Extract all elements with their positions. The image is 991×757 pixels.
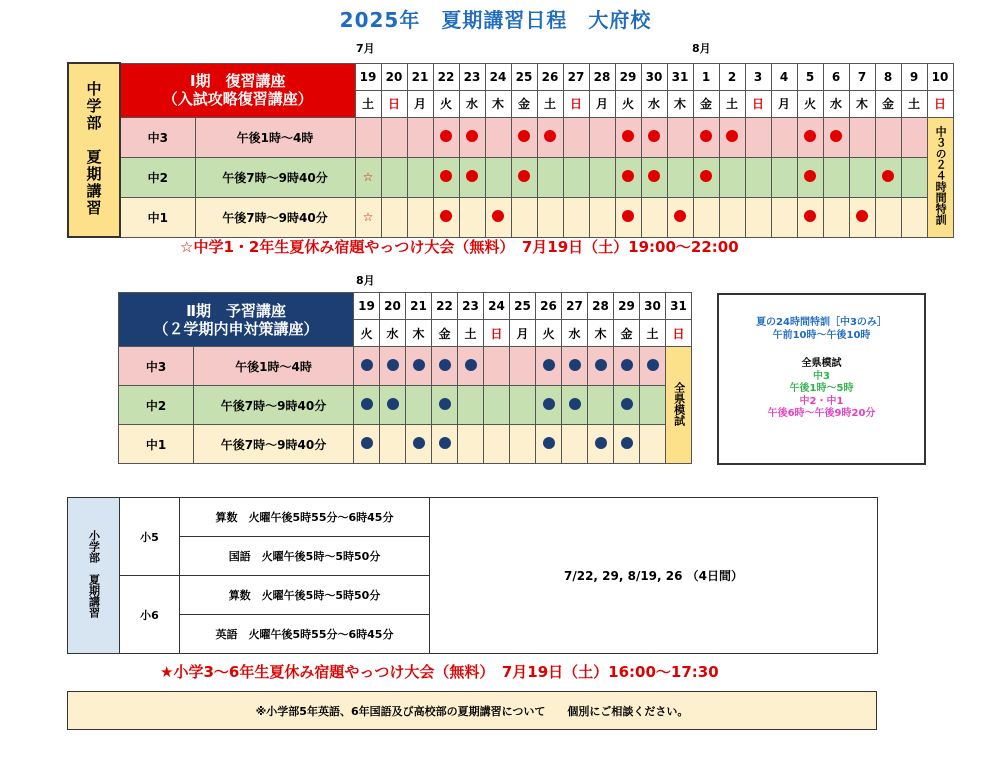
session-dot-red [648,170,660,182]
weekday-cell: 金 [432,320,458,347]
schedule-cell [510,386,536,425]
date-cell: 10 [927,63,953,90]
weekday-cell: 木 [485,90,511,117]
session-dot-red [700,170,712,182]
schedule-cell [614,347,640,386]
session-dot-red [466,130,478,142]
weekday-cell: 土 [719,90,745,117]
mock-exam-g3-time: 午後1時～5時 [789,383,854,394]
schedule-cell [485,197,511,237]
grade5-label: 小5 [120,498,180,576]
weekday-cell: 月 [407,90,433,117]
schedule-cell [588,347,614,386]
grade5-math: 算数 火曜午後5時55分～6時45分 [180,498,430,537]
date-cell: 25 [510,293,536,320]
session-dot-navy [543,359,555,371]
elementary-side-label: 小学部 夏期講習 [68,498,120,654]
weekday-cell: 日 [484,320,510,347]
session-dot-red [466,170,478,182]
schedule-cell [381,157,407,197]
schedule-cell [745,197,771,237]
date-cell: 19 [354,293,380,320]
schedule-cell [719,117,745,157]
date-cell: 1 [693,63,719,90]
star-mark: ☆ [362,170,374,184]
schedule-cell [589,117,615,157]
weekday-cell: 日 [666,320,692,347]
schedule-cell [797,157,823,197]
schedule-cell [719,157,745,197]
schedule-cell [563,197,589,237]
date-cell: 23 [458,293,484,320]
date-cell: 27 [562,293,588,320]
weekday-cell: 土 [537,90,563,117]
schedule-cell [407,117,433,157]
schedule-cell [432,347,458,386]
weekday-cell: 水 [459,90,485,117]
schedule-cell [693,157,719,197]
schedule-cell [458,386,484,425]
weekday-cell: 火 [433,90,459,117]
session-dot-navy [647,359,659,371]
elementary-homework-event-note: ★小学3～6年生夏休み宿題やっつけ大会（無料） 7月19日（土）16:00～17:30 [160,663,719,681]
schedule-cell [667,197,693,237]
grade-label: 中1 [120,197,195,237]
schedule-cell [536,386,562,425]
schedule-cell [562,347,588,386]
schedule-cell [484,386,510,425]
schedule-cell [640,386,666,425]
mock-exam-g3: 中3 [813,370,830,382]
schedule-cell [901,157,927,197]
date-cell: 31 [666,293,692,320]
schedule-cell [432,386,458,425]
month-label-august: 8月 [692,42,711,55]
grade6-math: 算数 火曜午後5時～5時50分 [180,576,430,615]
weekday-cell: 水 [380,320,406,347]
weekday-cell: 金 [511,90,537,117]
schedule-cell [771,197,797,237]
schedule-cell [433,157,459,197]
weekday-cell: 木 [406,320,432,347]
junior-side-label: 中学部 夏期講習 [68,63,120,237]
schedule-cell [432,425,458,464]
date-cell: 29 [614,293,640,320]
date-cell: 30 [640,293,666,320]
elementary-dates: 7/22, 29, 8/19, 26 （4日間） [430,498,878,654]
session-dot-navy [439,437,451,449]
schedule-cell [459,117,485,157]
date-cell: 22 [432,293,458,320]
time-label: 午後1時～4時 [195,117,355,157]
weekday-cell: 月 [510,320,536,347]
schedule-cell [406,347,432,386]
schedule-cell [354,386,380,425]
table-row [119,425,692,464]
junior-homework-event-note: ☆中学1・2年生夏休み宿題やっつけ大会（無料） 7月19日（土）19:00～22:00 [180,238,739,256]
term1-header [120,63,355,117]
schedule-cell [562,386,588,425]
schedule-cell [537,157,563,197]
weekday-cell: 日 [563,90,589,117]
weekday-cell: 日 [927,90,953,117]
grade3-24h-training-label: 中３の２４時間特訓 [927,117,953,237]
grade-label: 中3 [120,117,195,157]
term2-header-subtitle: （２学期内申対策講座） [153,319,319,338]
schedule-cell [615,157,641,197]
date-cell: 28 [589,63,615,90]
session-dot-red [804,130,816,142]
schedule-cell [667,157,693,197]
schedule-cell [458,425,484,464]
schedule-cell [485,117,511,157]
schedule-cell [354,425,380,464]
date-cell: 5 [797,63,823,90]
date-cell: 7 [849,63,875,90]
session-dot-red [622,130,634,142]
session-dot-navy [413,437,425,449]
schedule-cell [458,347,484,386]
schedule-cell [641,117,667,157]
weekday-cell: 月 [589,90,615,117]
schedule-cell [459,157,485,197]
date-cell: 6 [823,63,849,90]
page-title: 2025年 夏期講習日程 大府校 [339,8,652,32]
date-cell: 20 [380,293,406,320]
schedule-cell [355,197,381,237]
training-24h-time: 午前10時～午後10時 [772,329,871,341]
schedule-cell [615,117,641,157]
schedule-cell [484,425,510,464]
date-cell: 2 [719,63,745,90]
schedule-cell [537,117,563,157]
session-dot-red [726,130,738,142]
schedule-cell [641,197,667,237]
date-cell: 26 [537,63,563,90]
session-dot-navy [543,437,555,449]
table-row [119,347,692,386]
schedule-cell [614,386,640,425]
grade-label: 中2 [119,386,194,425]
schedule-cell [380,425,406,464]
table-row [119,386,692,425]
weekday-cell: 金 [693,90,719,117]
schedule-cell [381,197,407,237]
session-dot-red [856,210,868,222]
weekday-cell: 水 [562,320,588,347]
session-dot-red [622,210,634,222]
footer-note: ※小学部5年英語、6年国語及び高校部の夏期講習について 個別にご相談ください。 [67,691,877,730]
date-cell: 25 [511,63,537,90]
schedule-cell [640,347,666,386]
schedule-cell [588,425,614,464]
schedule-cell [563,117,589,157]
schedule-cell [901,197,927,237]
schedule-cell [537,197,563,237]
schedule-cell [511,117,537,157]
grade-label: 中1 [119,425,194,464]
session-dot-navy [361,359,373,371]
session-dot-navy [387,359,399,371]
date-cell: 24 [484,293,510,320]
schedule-cell [771,117,797,157]
training-24h-label: 夏の24時間特訓［中3のみ］ [756,317,887,328]
weekday-cell: 金 [875,90,901,117]
session-dot-navy [465,359,477,371]
session-dot-red [518,130,530,142]
weekday-cell: 火 [797,90,823,117]
schedule-cell [380,386,406,425]
time-label: 午後7時～9時40分 [195,157,355,197]
schedule-cell [823,157,849,197]
schedule-cell [745,117,771,157]
date-cell: 29 [615,63,641,90]
schedule-cell [615,197,641,237]
schedule-cell [355,157,381,197]
schedule-cell [407,157,433,197]
date-cell: 26 [536,293,562,320]
term1-schedule-table [67,62,954,238]
date-cell: 21 [406,293,432,320]
star-mark: ☆ [362,210,374,224]
session-dot-red [804,210,816,222]
grade-label: 中3 [119,347,194,386]
schedule-cell [875,197,901,237]
schedule-cell [797,117,823,157]
session-dot-red [882,170,894,182]
mock-exam-g12: 中2・中1 [799,395,844,407]
schedule-cell [407,197,433,237]
schedule-cell [771,157,797,197]
month-label-july: 7月 [356,42,375,55]
schedule-cell [355,117,381,157]
elementary-schedule-table [67,497,878,654]
schedule-cell [510,425,536,464]
date-cell: 23 [459,63,485,90]
schedule-cell [875,117,901,157]
schedule-cell [380,347,406,386]
mock-exam-title: 全県模試 [801,358,842,369]
schedule-cell [381,117,407,157]
date-cell: 21 [407,63,433,90]
time-label: 午後7時～9時40分 [195,197,355,237]
term2-schedule-table [118,292,692,464]
session-dot-navy [621,437,633,449]
schedule-cell [719,197,745,237]
session-dot-navy [543,398,555,410]
schedule-cell [511,157,537,197]
schedule-cell [406,386,432,425]
schedule-cell [901,117,927,157]
schedule-cell [589,157,615,197]
table-row [68,157,953,197]
schedule-cell [797,197,823,237]
time-label: 午後7時～9時40分 [194,386,354,425]
schedule-cell [536,425,562,464]
weekday-cell: 金 [614,320,640,347]
date-cell: 19 [355,63,381,90]
schedule-cell [433,197,459,237]
session-dot-red [830,130,842,142]
session-dot-red [544,130,556,142]
date-cell: 31 [667,63,693,90]
session-dot-navy [361,398,373,410]
special-info-box [717,293,926,465]
session-dot-navy [569,359,581,371]
session-dot-navy [569,398,581,410]
table-row [68,117,953,157]
mock-exam-g12-time: 午後6時～午後9時20分 [767,408,876,419]
weekday-cell: 土 [355,90,381,117]
session-dot-red [440,130,452,142]
schedule-cell [354,347,380,386]
schedule-cell [849,197,875,237]
schedule-cell [693,197,719,237]
session-dot-red [440,170,452,182]
schedule-cell [640,425,666,464]
term1-header-title: Ⅰ期 復習講座 [189,72,286,90]
date-cell: 9 [901,63,927,90]
date-cell: 27 [563,63,589,90]
schedule-cell [823,117,849,157]
weekday-cell: 月 [771,90,797,117]
schedule-cell [511,197,537,237]
grade6-label: 小6 [120,576,180,654]
grade6-english: 英語 火曜午後5時55分～6時45分 [180,615,430,654]
date-cell: 3 [745,63,771,90]
date-cell: 30 [641,63,667,90]
weekday-cell: 土 [458,320,484,347]
term1-header-subtitle: （入試攻略復習講座） [162,90,313,108]
schedule-cell [823,197,849,237]
session-dot-red [648,130,660,142]
schedule-cell [562,425,588,464]
schedule-cell [536,347,562,386]
schedule-cell [667,117,693,157]
session-dot-navy [413,359,425,371]
term2-header [119,293,354,347]
session-dot-navy [361,437,373,449]
weekday-cell: 日 [745,90,771,117]
session-dot-navy [595,437,607,449]
session-dot-red [700,130,712,142]
weekday-cell: 火 [536,320,562,347]
term2-header-title: Ⅱ期 予習講座 [186,301,286,320]
session-dot-red [440,210,452,222]
grade-label: 中2 [120,157,195,197]
weekday-cell: 土 [901,90,927,117]
time-label: 午後7時～9時40分 [194,425,354,464]
weekday-cell: 日 [381,90,407,117]
schedule-cell [849,157,875,197]
session-dot-red [622,170,634,182]
date-cell: 4 [771,63,797,90]
weekday-cell: 水 [641,90,667,117]
session-dot-navy [595,359,607,371]
weekday-cell: 火 [354,320,380,347]
date-cell: 8 [875,63,901,90]
schedule-cell [563,157,589,197]
date-cell: 20 [381,63,407,90]
weekday-cell: 木 [588,320,614,347]
session-dot-navy [621,398,633,410]
schedule-cell [614,425,640,464]
weekday-cell: 水 [823,90,849,117]
date-cell: 22 [433,63,459,90]
date-cell: 28 [588,293,614,320]
schedule-cell [588,386,614,425]
date-cell: 24 [485,63,511,90]
schedule-cell [406,425,432,464]
schedule-cell [510,347,536,386]
schedule-cell [641,157,667,197]
schedule-cell [433,117,459,157]
schedule-cell [849,117,875,157]
schedule-cell [589,197,615,237]
schedule-cell [459,197,485,237]
schedule-cell [693,117,719,157]
month-label-august-term2: 8月 [356,274,375,287]
schedule-cell [485,157,511,197]
session-dot-red [674,210,686,222]
session-dot-navy [387,398,399,410]
session-dot-navy [439,398,451,410]
time-label: 午後1時～4時 [194,347,354,386]
weekday-cell: 木 [667,90,693,117]
schedule-cell [875,157,901,197]
session-dot-navy [621,359,633,371]
grade5-japanese: 国語 火曜午後5時～5時50分 [180,537,430,576]
mock-exam-label: 全県模試 [666,347,692,464]
session-dot-navy [439,359,451,371]
schedule-cell [745,157,771,197]
schedule-cell [484,347,510,386]
table-row [68,197,953,237]
weekday-cell: 木 [849,90,875,117]
session-dot-red [518,170,530,182]
session-dot-red [492,210,504,222]
session-dot-red [804,170,816,182]
weekday-cell: 火 [615,90,641,117]
weekday-cell: 土 [640,320,666,347]
